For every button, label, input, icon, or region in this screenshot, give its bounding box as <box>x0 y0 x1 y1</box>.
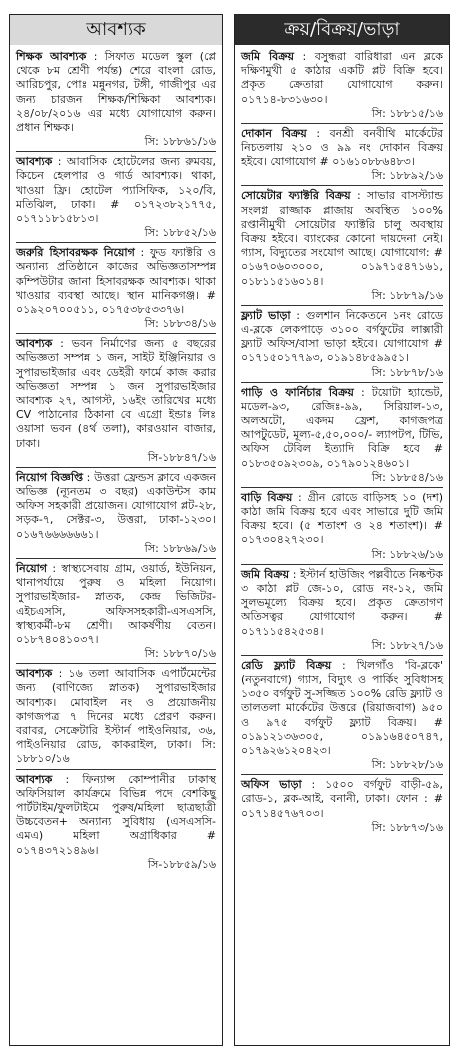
ad-body: : ফুড ফ্যাক্টরি ও অন্যান্য প্রতিষ্ঠানে কাজের অভিজ্ঞতাসম্পন্ন কম্পিউটার জানা হিসাবরক্ষক আবশ্যক। থাকা খাওয়ার ব্যবস্থা আছে। স্থান মানিকগঞ্জ। # ০১৯২০৭০০৫১১, ০১৭৫৩৮৫৩৩৭৬। <box>16 246 216 317</box>
wanted-column-header: আবশ্যক <box>10 15 222 45</box>
ad-code: সি: ১৮৮৫২/১৬ <box>144 226 216 240</box>
ad-text <box>16 562 216 647</box>
ad-title: গাড়ি ও ফার্নিচার বিক্রয় <box>241 385 354 399</box>
ad-code: সি: ১৮৮৭৮/১৬ <box>371 365 443 379</box>
ad-body: : আবাসিক হোটেলের জন্য রুমবয়, কিচেন হেলপার ও গার্ড আবশ্যক। থাকা, খাওয়া ফ্রি। হোটেল প্যাসিফিক, ১২০/বি, মতিঝিল, ঢাকা। # ০১৭২৩৮২১৭৭৫, ০১৭১১৮১৫৮১৩। <box>16 155 216 226</box>
ad-title: দোকান বিক্রয় <box>241 126 307 140</box>
ad-title: বাড়ি বিক্রয় <box>241 490 293 504</box>
classified-ad <box>16 152 216 243</box>
ad-body: : ইস্টার্ন হাউজিং পল্লবীতে নিষ্কণ্টক ৩ কাঠা প্লট জে-১০, রোড নং-১২, জমি সুলভমূল্যে বিক্রয় হবে। প্রকৃত ক্রেতাগণ অতিসত্বর যোগাযোগ করুন। # ০১৭১১৫৪২৫৩৪। <box>241 567 443 638</box>
ad-title: আবশ্যক <box>16 667 53 681</box>
classified-ad <box>16 47 216 152</box>
ad-body: : ১৬ তলা আবাসিক এপার্টমেন্টের জন্য (বাণিজ্যে স্নাতক) সুপারভাইজার আবশ্যক। মোবাইল নং ও প্রয়োজনীয় কাগজপত্র ৭ দিনের মধ্যে প্রেরণ করুন। বরাবর, সেক্রেটারি ইস্টার্ন পাইওনিয়ার, ৩৬, পাইওনিয়ার রোড, কাকরাইল, ঢাকা। সি: ১৮৮১০/১৬ <box>16 667 216 766</box>
buy-sell-rent-column <box>234 14 450 1046</box>
ad-title: জমি বিক্রয় <box>241 567 290 581</box>
ad-title: অফিস ভাড়া <box>241 778 302 792</box>
ad-code: সি: ১৮৮২৬/১৬ <box>371 547 443 561</box>
classified-ad <box>241 488 443 565</box>
ad-text <box>241 778 443 821</box>
ad-body: : গুলশান নিকেতনে ১নং রোডে এ-ব্লকে লেকপাড়ে ৩১০০ বর্গফুটের লাক্সারী ফ্ল্যাট অফিস/বাসা ভাড়া হইবে। যোগাযোগ # ০১৭১৫০১৭৭৯৩, ০১৯১৪৮৫৯৯৫১। <box>241 308 443 365</box>
classified-ad <box>241 383 443 488</box>
ad-title: জরুরি হিসাবরক্ষক নিয়োগ <box>16 246 135 260</box>
ad-text <box>241 491 443 548</box>
ad-body: : টয়োটা হ্যান্ডেট, মডেল-৯৩, রেজিঃ-৯৯, সিরিয়াল-১৩, অলঅটো, একদম ফ্রেশ, কাগজপত্র আপটুডেট, মূল্য-৫,৫০,০০০/- ল্যাপটপ, টিভি, অফিস টেবিল ইত্যাদি বিক্রি হবে # ০১৮৩৫০৯২৩০৯, ০১৭৯০১২৪৬০১। <box>241 385 443 470</box>
classified-ad <box>241 656 443 775</box>
ad-text <box>16 773 216 858</box>
ad-code: সি-১৮৮৪৭/১৬ <box>147 450 216 464</box>
ad-title: আবশ্যক <box>16 772 53 786</box>
ad-code: সি-১৮৮৫৯/১৬ <box>147 857 216 871</box>
ad-body: : সিফাত মডেল স্কুল (প্লে থেকে ৮ম শ্রেণী পর্যন্ত) শেরে বাংলা রোড, আরিচপুর, পোঃ মন্নুনগর, টঙ্গী, গাজীপুর এর জন্য চারজন শিক্ষক/শিক্ষিকা আবশ্যক। ২৪/০৮/২০১৬ এর মধ্যে যোগাযোগ করুন। প্রধান শিক্ষক। <box>16 50 216 135</box>
ad-title: সোয়েটার ফ্যাক্টরি বিক্রয় <box>241 189 351 203</box>
ad-code: সি: ১৮৮৯২/১৬ <box>371 169 443 183</box>
ad-text <box>16 667 216 766</box>
ad-title: শিক্ষক আবশ্যক <box>16 50 87 63</box>
ad-text <box>16 50 216 135</box>
ad-body: : খিলগাঁও 'বি-ব্লকে' (নতুনবাগে) গ্যাস, বিদ্যুৎ ও পার্কিং সুবিধাসহ ১৩৫০ বর্গফুট সু-সজ্জিত ১০০% রেডি ফ্ল্যাট ও তালতলা মার্কেটের উত্তরে (রিয়াজবাগ) ৯৫০ ও ৯৭৫ বর্গফুট ফ্ল্যাট বিক্রয়। # ০১৯১২১৩৬৩০৫, ০১৯১৬৪৫০৭৪৭, ০১৭৯২৬১২০৪২৩। <box>241 658 443 757</box>
classified-ad <box>241 124 443 187</box>
ad-code: সি: ১৮৮৭৩/১৬ <box>371 820 443 834</box>
ad-text <box>241 189 443 288</box>
ad-body: : গ্রীন রোডে বাড়িসহ ১০ (দশ) কাঠা জমি বিক্রয় হবে এবং সাভারে দুটি জমি বিক্রয় হবে। (৫ শতাংশ ও ২৪ শতাংশ)। # ০১৭৩০৪২৭২৩০। <box>241 490 443 547</box>
ad-body: : সাভার বাসস্ট্যান্ড সংলগ্ন রাজ্জাক প্লাজায় অবস্থিত ১০০% রপ্তানীমুখী সোয়েটার ফ্যাক্টরি চালু অবস্থায় বিক্রয় হইবে। ব্যাংকের কোনো দায়দেনা নেই। গ্যাস, বিদ্যুতের সংযোগ আছে। যোগাযোগ: # ০১৬৭০৬০৩০০০, ০১৯৭১৫৪৭১৬১, ০১৮১১৫১৬০১৪। <box>241 189 443 288</box>
ad-body: : ১৫০০ বর্গফুট বাড়ী-৫৯, রোড-১, ব্লক-আই, বনানী, ঢাকা। ফোন : # ০১৭১৪৫৭৬৭০৩। <box>241 778 443 820</box>
ad-title: জমি বিক্রয় <box>241 50 294 63</box>
ad-title: রেডি ফ্ল্যাট বিক্রয় <box>241 658 332 672</box>
wanted-column <box>9 14 223 1046</box>
classified-ad <box>241 565 443 656</box>
classified-ad <box>241 306 443 383</box>
ad-text <box>16 337 216 451</box>
ad-title: নিয়োগ বিজ্ঞপ্তি <box>16 470 84 484</box>
classified-ad <box>241 47 443 124</box>
ad-title: আবশ্যক <box>16 155 53 169</box>
ad-text <box>241 309 443 366</box>
classified-ad <box>16 664 216 769</box>
ad-code: সি: ১৮৮৬৯/১৬ <box>144 541 216 555</box>
ad-text <box>16 155 216 226</box>
ad-text <box>241 659 443 758</box>
ad-code: সি: ১৮৮৭০/১৬ <box>144 647 216 661</box>
ad-body: : বসুন্ধরা বারিধারা এন ব্লকে দক্ষিণমুখী ৫ কাঠার একটি প্লট বিক্রি হবে। প্রকৃত ক্রেতারা যোগাযোগ করুন। ০১৭১৪-৮৩১৬৩০। <box>241 50 443 106</box>
wanted-ads-list <box>10 45 222 874</box>
classified-ad <box>16 243 216 334</box>
classified-ad <box>16 770 216 874</box>
classified-ad <box>241 186 443 305</box>
ad-body: : ভবন নির্মাণের জন্য ৫ বছরের অভিজ্ঞতা সম্পন্ন ১ জন, সাইট ইঞ্জিনিয়ার ও সুপারভাইজার এবং ডেইরী ফার্মে কাজ করার অভিজ্ঞতা সম্পন্ন ১ জন সুপারভাইজার আবশ্যক ২৭, আগস্ট, ১৬ইং তারিখের মধ্যে CV পাঠানোর ঠিকানা বে এগ্রো ইন্ডাঃ লিঃ ওয়াসা ভবন (৪র্থ তলা), কারওয়ান বাজার, ঢাকা। <box>16 337 216 450</box>
ad-body: : স্বাস্থ্যসেবায় গ্রাম, ওয়ার্ড, ইউনিয়ন, থানাপর্যায়ে পুরুষ ও মহিলা নিয়োগ। সুপারভাইজার- স্নাতক, কেন্দ্র ভিজিটর-এইচএসসি, অফিসসহকারী-এসএসসি, স্বাস্থ্যকর্মী-৮ম শ্রেণী। আকর্ষণীয় বেতন। ০১৮৭৪০৪১০৩৭। <box>16 561 216 646</box>
ad-text <box>16 246 216 317</box>
ad-text <box>241 50 443 107</box>
classified-ad <box>16 468 216 559</box>
ad-text <box>241 568 443 639</box>
ad-body: : ফিন্যান্স কোম্পানীর ঢাকাস্থ অফিসিয়াল কার্যক্রমে বিভিন্ন পদে বেশকিছু পার্টটাইম/ফুলটাইমে পুরুষ/মহিলা ছাত্রছাত্রী উচ্চবেতন+ অন্যান্য সুবিধায় (এসএসসি-এমএ) মহিলা অগ্রাধিকার # ০১৭৪৩৭২১৪৯৬। <box>16 772 216 857</box>
classified-ad <box>241 775 443 837</box>
buy-sell-rent-column-header: ক্রয়/বিক্রয়/ভাড়া <box>235 15 449 45</box>
ad-code: সি: ১৮৮২৭/১৬ <box>371 638 443 652</box>
ad-code: সি: ১৮৮১৫/১৬ <box>371 106 443 120</box>
ad-code: সি: ১৮৮৫৪/১৬ <box>371 470 443 484</box>
classified-ad <box>16 559 216 664</box>
ad-text <box>241 386 443 471</box>
ad-code: সি: ১৮৮৬১/১৬ <box>144 135 216 149</box>
ad-code: সি: ১৮৮৭৯/১৬ <box>371 288 443 302</box>
ad-title: ফ্ল্যাট ভাড়া <box>241 308 291 322</box>
buy-sell-rent-ads-list <box>235 45 449 837</box>
classified-ad <box>16 334 216 468</box>
ad-body: : উত্তরা ফ্রেন্ডস ক্লাবে একজন অভিজ্ঞ (ন্যূনতম ৩ বছর) একাউন্টস কাম অফিস সহকারী প্রয়োজন। যোগাযোগ প্লট-২৮, সড়ক-৭, সেক্টর-৩, উত্তরা, ঢাকা-১২৩০। ০১৬৭৬৬৬৬৬৬১। <box>16 470 217 541</box>
ad-code: সি: ১৮৮৩৪/১৬ <box>144 317 216 331</box>
ad-body: : বনশ্রী বনবীথি মার্কেটের নিচতলায় ২১০ ও ৯৯ নং দোকান বিক্রয় হইবে। যোগাযোগ # ০১৬১০৮৮৬৪৮৩। <box>241 126 443 169</box>
ad-title: নিয়োগ <box>16 561 48 575</box>
ad-text <box>241 127 443 170</box>
ad-text <box>16 471 216 542</box>
ad-code: সি: ১৮৮২৮/১৬ <box>371 758 443 772</box>
ad-title: আবশ্যক <box>16 337 53 351</box>
